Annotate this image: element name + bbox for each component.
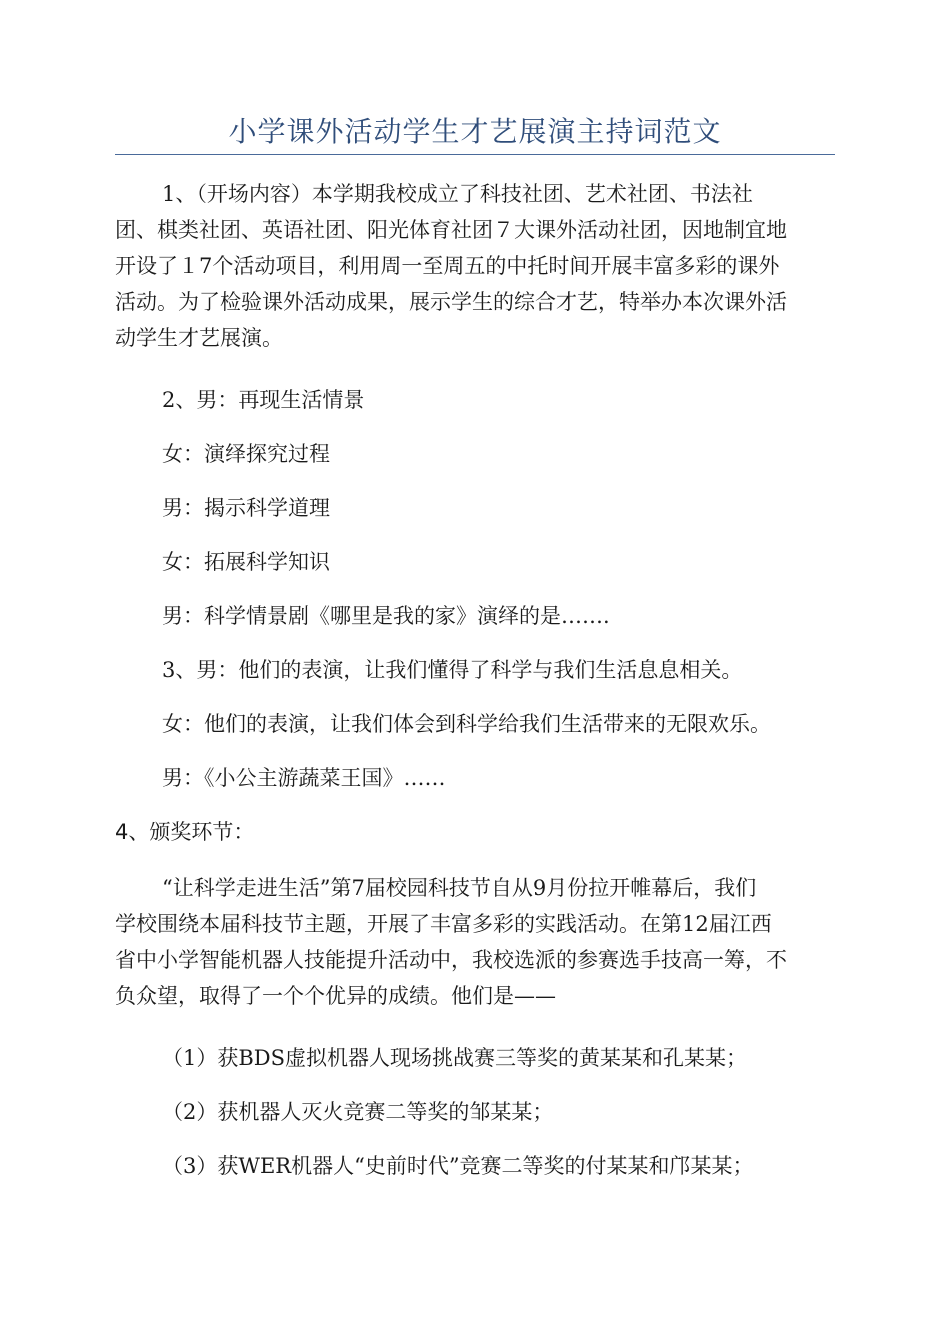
paragraph-line: 动学生才艺展演。 (115, 326, 283, 350)
dialog-line: 男：《小公主游蔬菜王国》…… (162, 766, 446, 790)
title-underline (115, 154, 835, 155)
intro-paragraph (115, 176, 835, 356)
dialog-line: 男：科学情景剧《哪里是我的家》演绎的是……. (162, 604, 610, 628)
document-title: 小学课外活动学生才艺展演主持词范文 (228, 115, 722, 148)
paragraph-line: 1、（开场内容）本学期我校成立了科技社团、艺术社团、书法社 (162, 182, 753, 206)
award-item: （3）获WER机器人“史前时代”竞赛二等奖的付某某和邝某某； (162, 1154, 754, 1178)
dialog-line: 女：拓展科学知识 (162, 550, 330, 574)
award-intro-paragraph (115, 870, 835, 1014)
paragraph-line: “让科学走进生活”第7届校园科技节自从9月份拉开帷幕后，我们 (162, 876, 757, 900)
dialog-line: 男：揭示科学道理 (162, 496, 330, 520)
dialog-line: 女：演绎探究过程 (162, 442, 330, 466)
dialog-line: 女：他们的表演，让我们体会到科学给我们生活带来的无限欢乐。 (162, 712, 771, 736)
paragraph-line: 开设了１7个活动项目，利用周一至周五的中托时间开展丰富多彩的课外 (115, 254, 780, 278)
dialog-line: 2、男：再现生活情景 (162, 388, 365, 412)
paragraph-line: 活动。为了检验课外活动成果，展示学生的综合才艺，特举办本次课外活 (115, 290, 787, 314)
paragraph-line: 学校围绕本届科技节主题，开展了丰富多彩的实践活动。在第12届江西 (115, 912, 772, 936)
award-item: （2）获机器人灭火竞赛二等奖的邹某某； (162, 1100, 554, 1124)
section-heading: 4、颁奖环节： (115, 820, 255, 844)
paragraph-line: 团、棋类社团、英语社团、阳光体育社团７大课外活动社团，因地制宜地 (115, 218, 787, 242)
paragraph-line: 负众望，取得了一个个优异的成绩。他们是—— (115, 984, 556, 1008)
paragraph-line: 省中小学智能机器人技能提升活动中，我校选派的参赛选手技高一筹，不 (115, 948, 787, 972)
dialog-line: 3、男：他们的表演，让我们懂得了科学与我们生活息息相关。 (162, 658, 743, 682)
award-item: （1）获BDS虚拟机器人现场挑战赛三等奖的黄某某和孔某某； (162, 1046, 748, 1070)
